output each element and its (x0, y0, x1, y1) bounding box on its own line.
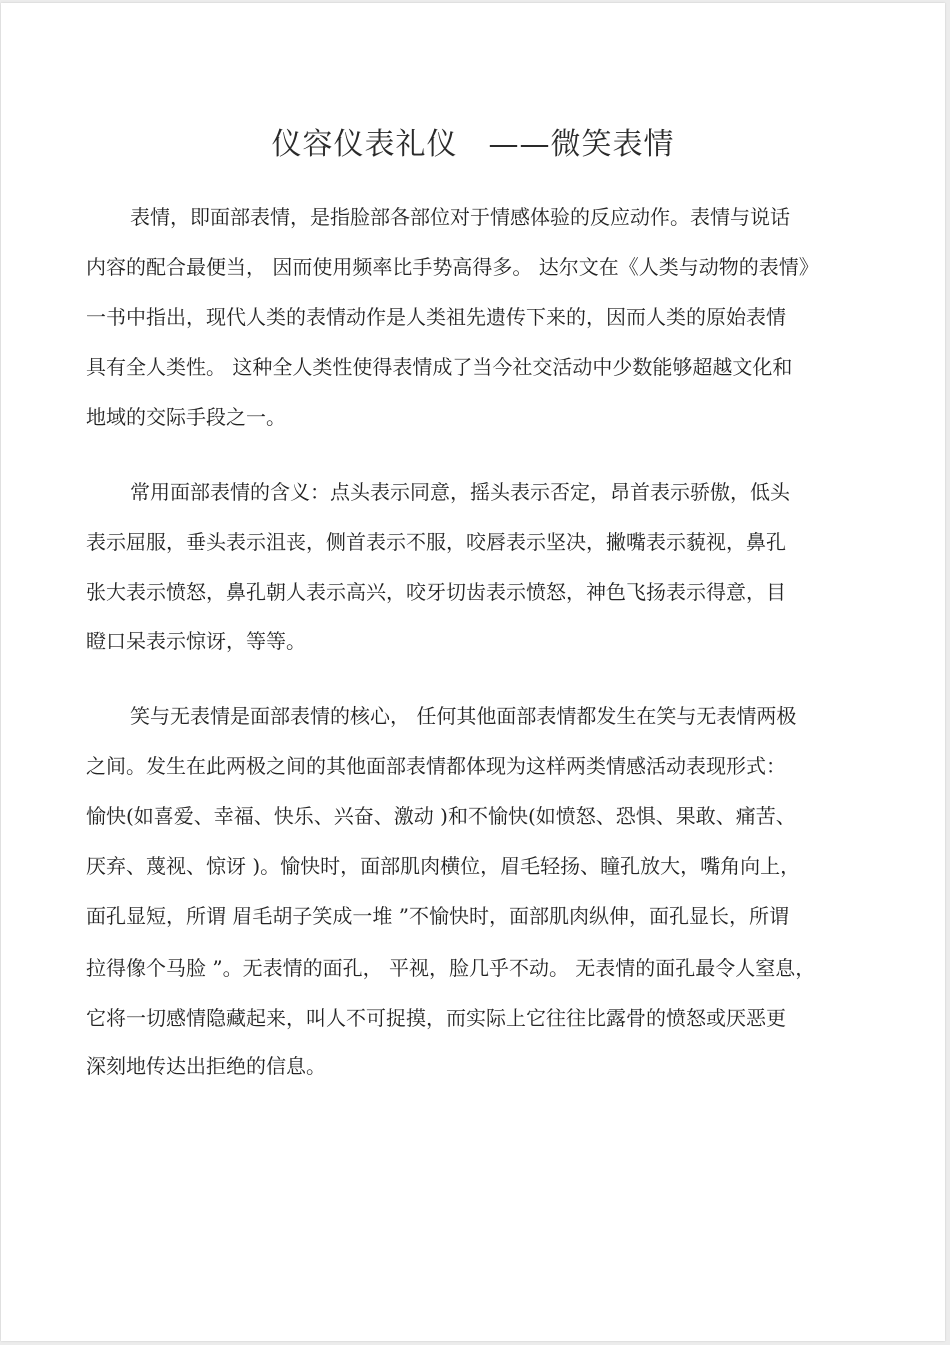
paragraph-1-line-4: 具有全人类性。 这种全人类性使得表情成了当今社交活动中少数能够超越文化和 (86, 355, 793, 379)
paragraph-2-line-1: 常用面部表情的含义：点头表示同意，摇头表示否定，昂首表示骄傲，低头 (130, 480, 790, 504)
paragraph-2-line-3: 张大表示愤怒，鼻孔朝人表示高兴，咬牙切齿表示愤怒，神色飞扬表示得意，目 (86, 580, 786, 604)
paragraph-3-line-8: 深刻地传达出拒绝的信息。 (86, 1054, 326, 1078)
paragraph-1-line-5: 地域的交际手段之一。 (86, 405, 286, 429)
paragraph-3-line-7: 它将一切感情隐藏起来，叫人不可捉摸，而实际上它往往比露骨的愤怒或厌恶更 (86, 1006, 786, 1030)
paragraph-3-line-1: 笑与无表情是面部表情的核心， 任何其他面部表情都发生在笑与无表情两极 (130, 704, 797, 728)
paragraph-3-line-2: 之间。发生在此两极之间的其他面部表情都体现为这样两类情感活动表现形式： (86, 754, 786, 778)
paragraph-3-line-5: 面孔显短，所谓 眉毛胡子笑成一堆 ”不愉快时，面部肌肉纵伸，面孔显长，所谓 (86, 904, 789, 928)
paragraph-3-line-3: 愉快(如喜爱、幸福、快乐、兴奋、激动 )和不愉快(如愤怒、恐惧、果敢、痛苦、 (86, 804, 796, 828)
paragraph-1-line-2: 内容的配合最便当， 因而使用频率比手势高得多。 达尔文在《人类与动物的表情》 (86, 255, 819, 279)
paragraph-2-line-4: 瞪口呆表示惊讶，等等。 (86, 629, 306, 653)
paragraph-3-line-4: 厌弃、蔑视、惊讶 )。愉快时，面部肌肉横位，眉毛轻扬、瞳孔放大，嘴角向上， (86, 854, 801, 878)
paragraph-1-line-1: 表情，即面部表情，是指脸部各部位对于情感体验的反应动作。表情与说话 (130, 205, 790, 229)
paragraph-2-line-2: 表示屈服，垂头表示沮丧，侧首表示不服，咬唇表示坚决，撇嘴表示藐视，鼻孔 (86, 530, 786, 554)
document-page (1, 3, 945, 1341)
paragraph-3-line-6: 拉得像个马脸 ”。无表情的面孔， 平视，脸几乎不动。 无表情的面孔最令人窒息， (86, 956, 816, 980)
paragraph-1-line-3: 一书中指出，现代人类的表情动作是人类祖先遗传下来的，因而人类的原始表情 (86, 305, 786, 329)
document-title: 仪容仪表礼仪 ——微笑表情 (271, 127, 675, 162)
